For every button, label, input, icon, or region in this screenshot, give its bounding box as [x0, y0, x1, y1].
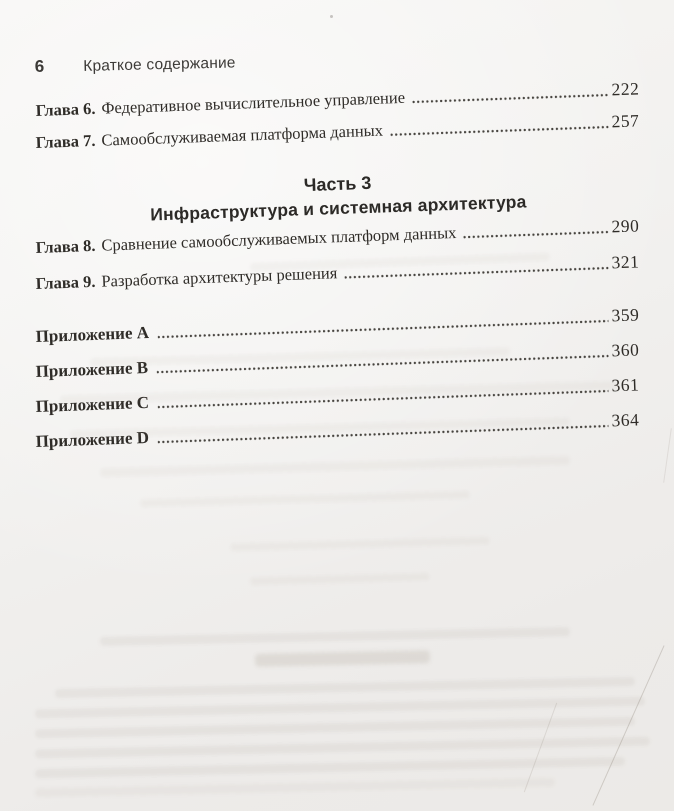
bleedthrough-line: [55, 677, 635, 698]
toc-entry-prefix: Приложение D: [35, 427, 150, 452]
toc-entry-page: 364: [611, 409, 640, 431]
toc-entry-title: Сравнение самообслуживаемых платформ данных: [101, 222, 457, 255]
toc-entry-page: 222: [611, 78, 640, 100]
toc-entry-page: 359: [611, 304, 640, 326]
dot-leader: [158, 319, 609, 338]
bleedthrough-smudge: [250, 573, 430, 586]
toc-entry-prefix: Приложение B: [35, 357, 149, 382]
toc-entry-title: Самообслуживаемая платформа данных: [101, 120, 384, 150]
bleedthrough-smudge: [100, 456, 570, 477]
toc-entry-prefix: Глава 9.: [35, 271, 96, 294]
toc-entry-appendix-a: [35, 303, 639, 347]
dot-leader: [412, 93, 609, 103]
toc-entry-prefix: Приложение C: [35, 392, 150, 417]
bleedthrough-smudge: [140, 491, 470, 508]
toc-entry-page: 321: [611, 251, 640, 273]
bleedthrough-line: [35, 757, 625, 778]
part-heading-title: Инфраструктура и системная архитектура: [149, 191, 527, 225]
toc-entry-page: 257: [611, 110, 640, 132]
dot-leader: [344, 266, 608, 278]
bleedthrough-line: [35, 778, 555, 798]
toc-entry-title: Федеративное вычислительное управление: [101, 87, 406, 118]
dot-leader: [463, 230, 608, 238]
toc-entry-page: 361: [611, 374, 640, 396]
bleedthrough-line: [100, 627, 570, 646]
running-head: [35, 44, 595, 77]
toc-entry-prefix: Приложение A: [35, 322, 150, 347]
paper-scratch: [663, 428, 672, 483]
toc-entry-prefix: Глава 6.: [35, 98, 96, 121]
toc-entry-prefix: Глава 7.: [35, 130, 96, 153]
bleedthrough-heading: [255, 650, 430, 667]
dust-speck: [330, 15, 333, 18]
bleedthrough-smudge: [230, 537, 490, 552]
dot-leader: [390, 125, 609, 136]
toc-entry-title: Разработка архитектуры решения: [101, 263, 338, 291]
bleedthrough-line: [35, 737, 650, 759]
running-title: Краткое содержание: [83, 54, 236, 75]
part-heading-number: Часть 3: [303, 172, 372, 196]
toc-entry-page: 360: [611, 339, 640, 361]
toc-entry-prefix: Глава 8.: [35, 235, 96, 258]
toc-entry-page: 290: [611, 215, 640, 237]
page-number: 6: [34, 56, 45, 77]
